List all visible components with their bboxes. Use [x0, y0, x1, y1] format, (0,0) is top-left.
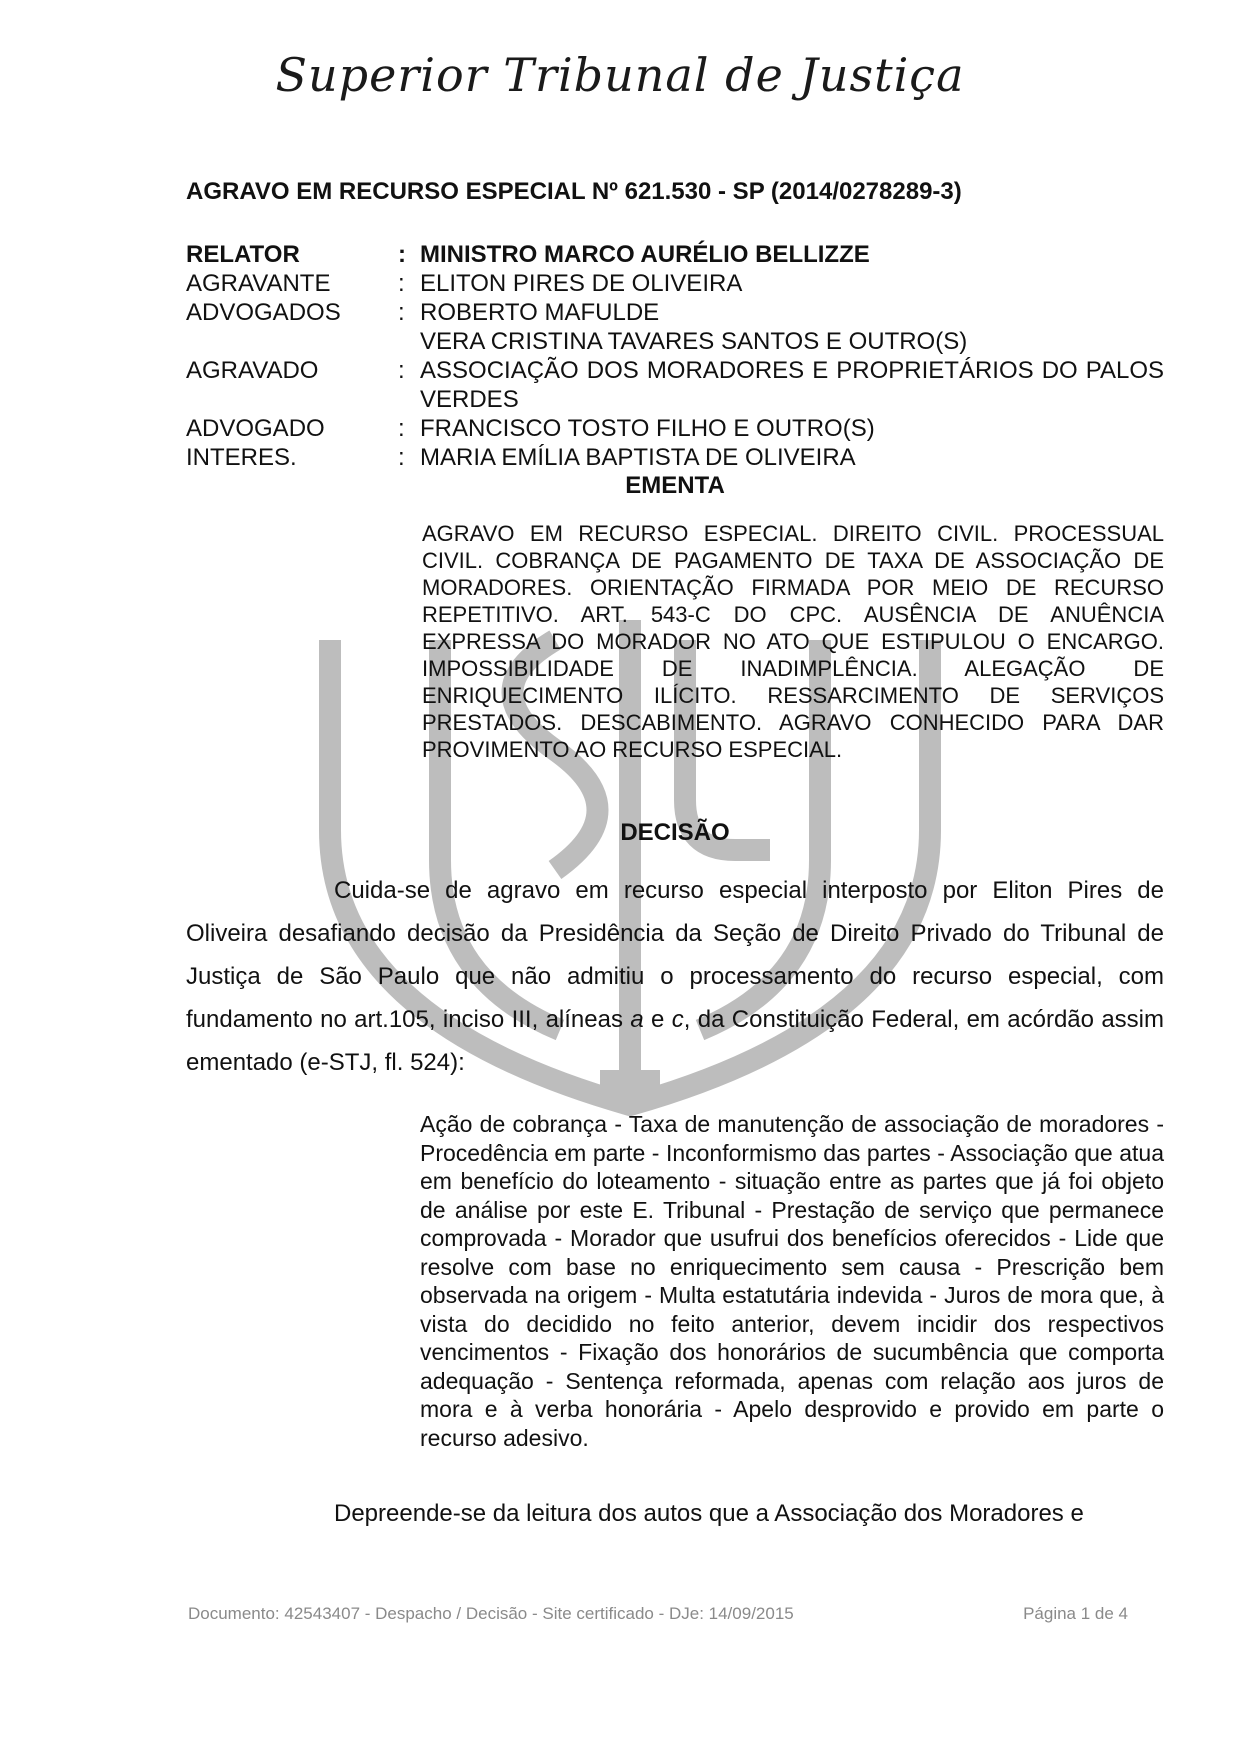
- footer-document-info: Documento: 42543407 - Despacho / Decisão - Site certificado - DJe: 14/09/2015: [188, 1604, 794, 1623]
- party-value: ASSOCIAÇÃO DOS MORADORES E PROPRIETÁRIOS DO PALOS VERDES: [420, 357, 1164, 413]
- party-value: MARIA EMÍLIA BAPTISTA DE OLIVEIRA: [420, 444, 856, 471]
- quoted-ementa: Ação de cobrança - Taxa de manutenção de associação de moradores - Procedência em parte - Inconformismo das partes - Associação que atua em benefício do loteamento - situação entre as partes que já foi objeto de análise por este E. Tribunal - Prestação de serviço que permanece comprovada - Morador que usufrui dos benefícios oferecidos - Lide que resolve com base no enriquecimento sem causa - Prescrição bem observada na origem - Multa estatutária indevida - Juros de mora que, à vista do decidido no feito anterior, devem incidir dos respectivos vencimentos - Fixação dos honorários de sucumbência que comporta adequação - Sentença reformada, apenas com relação aos juros de mora e à verba honorária - Apelo desprovido e provido em parte o recurso adesivo.: [420, 1111, 1164, 1451]
- party-row-agravante: [186, 269, 1164, 298]
- party-role: AGRAVANTE: [186, 270, 331, 297]
- party-row-advogados: [186, 298, 1164, 327]
- ementa-text: AGRAVO EM RECURSO ESPECIAL. DIREITO CIVIL. PROCESSUAL CIVIL. COBRANÇA DE PAGAMENTO DE TAXA DE ASSOCIAÇÃO DE MORADORES. ORIENTAÇÃO FIRMADA POR MEIO DE RECURSO REPETITIVO. ART. 543-C DO CPC. AUSÊNCIA DE ANUÊNCIA EXPRESSA DO MORADOR NO ATO QUE ESTIPULOU O ENCARGO. IMPOSSIBILIDADE DE INADIMPLÊNCIA. ALEGAÇÃO DE ENRIQUECIMENTO ILÍCITO. RESSARCIMENTO DE SERVIÇOS PRESTADOS. DESCABIMENTO. AGRAVO CONHECIDO PARA DAR PROVIMENTO AO RECURSO ESPECIAL.: [422, 521, 1164, 762]
- party-row-advogado: [186, 414, 1164, 443]
- party-value: MINISTRO MARCO AURÉLIO BELLIZZE: [420, 241, 870, 268]
- footer-page-info: Página 1 de 4: [1023, 1604, 1128, 1623]
- party-value: FRANCISCO TOSTO FILHO E OUTRO(S): [420, 415, 875, 442]
- party-colon: :: [398, 241, 406, 268]
- party-role: ADVOGADOS: [186, 299, 341, 326]
- party-colon: [398, 327, 420, 356]
- party-colon: :: [398, 444, 405, 471]
- court-name-header: Superior Tribunal de Justiça: [275, 48, 965, 102]
- party-colon: :: [398, 415, 405, 442]
- paragraph-italic-a: a: [630, 1006, 644, 1033]
- party-row-interes: [186, 443, 1164, 472]
- decision-paragraph-2: Depreende-se da leitura dos autos que a Associação dos Moradores e: [334, 1500, 1084, 1527]
- paragraph-italic-c: c: [671, 1006, 684, 1033]
- party-colon: :: [398, 357, 405, 384]
- party-colon: :: [398, 299, 405, 326]
- paragraph-text: e: [643, 1006, 672, 1033]
- document-body: [186, 178, 1164, 1535]
- party-value: ELITON PIRES DE OLIVEIRA: [420, 270, 743, 297]
- parties-table: [186, 240, 1164, 472]
- party-row-agravado: [186, 356, 1164, 414]
- paragraph-text: Cuida-se de agravo em recurso especial interposto por Eliton Pires de Oliveira desafiando decisão da Presidência da Seção de Direito Privado do Tribunal de Justiça de São Paulo que não admitiu o processamento do recurso especial, com fundamento no art.105, inciso III, alíneas: [186, 877, 1164, 1033]
- party-role: [186, 327, 398, 356]
- party-role: RELATOR: [186, 241, 300, 268]
- party-role: INTERES.: [186, 444, 297, 471]
- decisao-heading: DECISÃO: [620, 819, 730, 846]
- party-row-relator: [186, 240, 1164, 269]
- case-title: AGRAVO EM RECURSO ESPECIAL Nº 621.530 - SP (2014/0278289-3): [186, 178, 962, 205]
- party-role: AGRAVADO: [186, 357, 319, 384]
- party-colon: :: [398, 270, 405, 297]
- party-role: ADVOGADO: [186, 415, 325, 442]
- decision-paragraph-1: [186, 869, 1164, 1084]
- party-value: ROBERTO MAFULDE: [420, 299, 660, 326]
- ementa-heading: EMENTA: [625, 472, 725, 499]
- party-value: VERA CRISTINA TAVARES SANTOS E OUTRO(S): [420, 328, 968, 355]
- party-row-advogados-cont: [186, 327, 1164, 356]
- paragraph-text: , da Constituição Federal, em acórdão assim ementado (e-STJ, fl. 524):: [186, 1006, 1165, 1076]
